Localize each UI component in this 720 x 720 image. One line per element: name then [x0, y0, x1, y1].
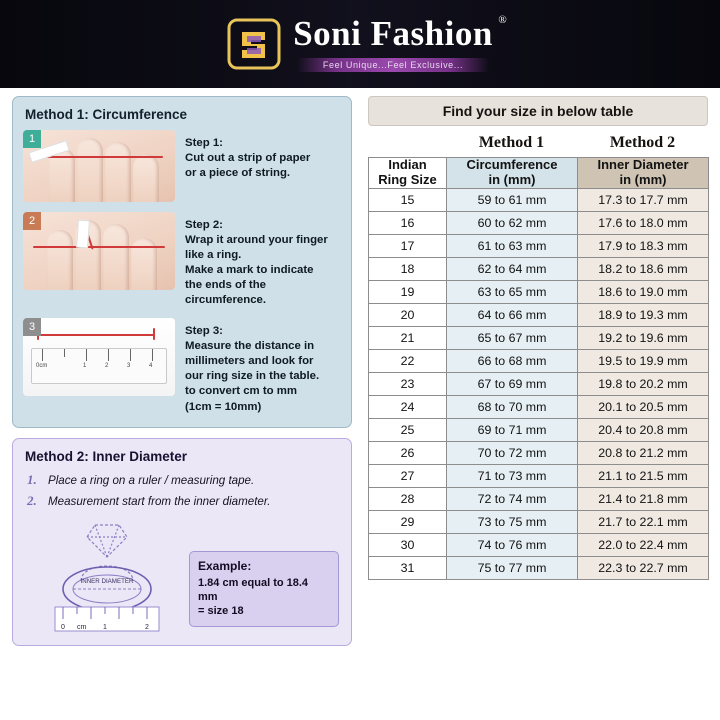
- cell-circumference: 59 to 61 mm: [447, 188, 578, 211]
- table-banner: Find your size in below table: [368, 96, 708, 126]
- example-title: Example:: [198, 558, 252, 573]
- cell-circumference: 67 to 69 mm: [447, 372, 578, 395]
- cell-indian-ring-size: 20: [369, 303, 447, 326]
- example-callout: [189, 551, 339, 627]
- inner-diameter-label: INNER DIAMETER: [80, 577, 134, 585]
- step-3-line-5: (1cm = 10mm): [185, 400, 262, 413]
- header-indian-line2: Ring Size: [378, 171, 437, 187]
- cell-indian-ring-size: 15: [369, 188, 447, 211]
- step-3-line-4: to convert cm to mm: [185, 385, 298, 398]
- ruler-measure-image: 0cm 1 2 3 4 3: [23, 318, 175, 396]
- hand-with-paper-strip-image: [23, 130, 175, 202]
- step-3-line-3: our ring size in the table.: [185, 370, 320, 383]
- method-1-step-3-text: [185, 318, 319, 414]
- method-1-step-1: [23, 130, 341, 202]
- cell-indian-ring-size: 27: [369, 464, 447, 487]
- cell-circumference: 66 to 68 mm: [447, 349, 578, 372]
- cell-circumference: 60 to 62 mm: [447, 211, 578, 234]
- step-3-line-2: millimeters and look for: [185, 355, 314, 368]
- cell-indian-ring-size: 29: [369, 510, 447, 533]
- cell-inner-diameter: 17.9 to 18.3 mm: [578, 234, 709, 257]
- method-column-labels: [368, 134, 708, 152]
- header-inner-diameter: [578, 158, 709, 189]
- table-row: [369, 372, 709, 395]
- guide-content: [0, 88, 720, 720]
- cell-circumference: 63 to 65 mm: [447, 280, 578, 303]
- step-1-heading: Step 1:: [185, 137, 223, 149]
- cell-inner-diameter: 19.2 to 19.6 mm: [578, 326, 709, 349]
- cell-indian-ring-size: 23: [369, 372, 447, 395]
- example-line-1: 1.84 cm equal to 18.4 mm: [198, 576, 309, 603]
- cell-inner-diameter: 18.2 to 18.6 mm: [578, 257, 709, 280]
- step-2-heading: Step 2:: [185, 219, 223, 231]
- cell-indian-ring-size: 19: [369, 280, 447, 303]
- method-2-column-label: Method 2: [609, 134, 676, 151]
- cell-indian-ring-size: 28: [369, 487, 447, 510]
- example-line-2: = size 18: [198, 605, 244, 618]
- brand-tagline: Feel Unique...Feel Exclusive...: [297, 58, 489, 72]
- cell-inner-diameter: 18.6 to 19.0 mm: [578, 280, 709, 303]
- header-circ-line2: in (mm): [488, 171, 536, 187]
- step-number-badge: 1: [23, 130, 41, 148]
- cell-indian-ring-size: 26: [369, 441, 447, 464]
- cell-inner-diameter: 22.0 to 22.4 mm: [578, 533, 709, 556]
- header-diam-line1: Inner Diameter: [597, 157, 689, 172]
- header-circ-line1: Circumference: [466, 157, 558, 172]
- cell-inner-diameter: 17.6 to 18.0 mm: [578, 211, 709, 234]
- method-1-column-label: Method 1: [478, 134, 545, 151]
- cell-circumference: 65 to 67 mm: [447, 326, 578, 349]
- svg-text:1: 1: [103, 623, 107, 631]
- table-row: [369, 349, 709, 372]
- table-row: [369, 510, 709, 533]
- cell-inner-diameter: 21.1 to 21.5 mm: [578, 464, 709, 487]
- header-indian-ring-size: [369, 158, 447, 189]
- cell-circumference: 73 to 75 mm: [447, 510, 578, 533]
- method-1-step-2: [23, 212, 341, 308]
- svg-text:2: 2: [145, 623, 149, 631]
- table-row: [369, 395, 709, 418]
- table-row: [369, 257, 709, 280]
- method-1-step-3: [23, 318, 341, 414]
- brand-title: Soni Fashion: [293, 14, 493, 54]
- method-1-step-1-text: [185, 130, 310, 202]
- cell-circumference: 72 to 74 mm: [447, 487, 578, 510]
- cell-inner-diameter: 20.4 to 20.8 mm: [578, 418, 709, 441]
- cell-indian-ring-size: 17: [369, 234, 447, 257]
- cell-circumference: 75 to 77 mm: [447, 556, 578, 579]
- cell-inner-diameter: 19.8 to 20.2 mm: [578, 372, 709, 395]
- soni-logo-icon: [227, 18, 281, 70]
- header-diam-line2: in (mm): [619, 171, 667, 187]
- header-circumference: [447, 158, 578, 189]
- method-1-title: Method 1: Circumference: [25, 107, 188, 122]
- cell-circumference: 68 to 70 mm: [447, 395, 578, 418]
- method-2-item-1-text: Place a ring on a ruler / measuring tape.: [48, 473, 255, 487]
- step-2-line-3: Make a mark to indicate: [185, 264, 314, 277]
- method-2-item-2-number: 2.: [27, 492, 37, 508]
- table-header-row: [369, 158, 709, 189]
- right-column: [368, 96, 708, 580]
- cell-circumference: 64 to 66 mm: [447, 303, 578, 326]
- table-row: [369, 464, 709, 487]
- header-indian-line1: Indian: [388, 157, 427, 172]
- cell-inner-diameter: 19.5 to 19.9 mm: [578, 349, 709, 372]
- method-1-step-2-text: [185, 212, 328, 308]
- step-1-line-2: or a piece of string.: [185, 167, 291, 180]
- cell-indian-ring-size: 21: [369, 326, 447, 349]
- table-row: [369, 280, 709, 303]
- method-2-panel: [12, 438, 352, 646]
- table-row: [369, 211, 709, 234]
- step-number-badge: 2: [23, 212, 41, 230]
- method-1-panel: [12, 96, 352, 428]
- method-2-title: Method 2: Inner Diameter: [25, 448, 188, 464]
- cell-inner-diameter: 17.3 to 17.7 mm: [578, 188, 709, 211]
- ring-size-table: [368, 157, 709, 580]
- brand-header: [0, 0, 720, 88]
- cell-circumference: 69 to 71 mm: [447, 418, 578, 441]
- cell-inner-diameter: 18.9 to 19.3 mm: [578, 303, 709, 326]
- cell-circumference: 71 to 73 mm: [447, 464, 578, 487]
- method-2-item-1-number: 1.: [27, 471, 37, 487]
- table-row: [369, 533, 709, 556]
- ring-inner-diameter-diagram: [37, 517, 177, 637]
- step-2-line-5: circumference.: [185, 294, 267, 307]
- table-row: [369, 418, 709, 441]
- method-2-item-2-text: Measurement start from the inner diameter.: [48, 494, 271, 508]
- brand-text-block: [293, 14, 507, 72]
- hand-wrapped-string-image: [23, 212, 175, 290]
- table-row: [369, 303, 709, 326]
- cell-indian-ring-size: 30: [369, 533, 447, 556]
- cell-indian-ring-size: 22: [369, 349, 447, 372]
- table-row: [369, 234, 709, 257]
- svg-text:cm: cm: [77, 623, 87, 631]
- cell-indian-ring-size: 16: [369, 211, 447, 234]
- cell-inner-diameter: 21.7 to 22.1 mm: [578, 510, 709, 533]
- cell-inner-diameter: 20.8 to 21.2 mm: [578, 441, 709, 464]
- table-row: [369, 188, 709, 211]
- brand-lockup: [227, 14, 507, 72]
- svg-text:0: 0: [61, 623, 65, 631]
- cell-inner-diameter: 20.1 to 20.5 mm: [578, 395, 709, 418]
- step-number-badge: 3: [23, 318, 41, 336]
- cell-indian-ring-size: 31: [369, 556, 447, 579]
- step-3-heading: Step 3:: [185, 325, 223, 338]
- table-row: [369, 487, 709, 510]
- cell-circumference: 62 to 64 mm: [447, 257, 578, 280]
- step-1-line-1: Cut out a strip of paper: [185, 152, 311, 165]
- left-column: [12, 96, 352, 646]
- cell-inner-diameter: 21.4 to 21.8 mm: [578, 487, 709, 510]
- step-3-line-1: Measure the distance in: [185, 340, 315, 353]
- step-2-line-1: Wrap it around your finger: [185, 234, 328, 247]
- method-2-item-1: [23, 472, 341, 488]
- step-2-line-4: the ends of the: [185, 279, 267, 292]
- registered-mark: ®: [498, 14, 507, 27]
- step-2-line-2: like a ring.: [185, 249, 242, 262]
- cell-inner-diameter: 22.3 to 22.7 mm: [578, 556, 709, 579]
- table-row: [369, 441, 709, 464]
- cell-indian-ring-size: 24: [369, 395, 447, 418]
- cell-indian-ring-size: 18: [369, 257, 447, 280]
- table-row: [369, 556, 709, 579]
- cell-circumference: 70 to 72 mm: [447, 441, 578, 464]
- cell-circumference: 61 to 63 mm: [447, 234, 578, 257]
- cell-circumference: 74 to 76 mm: [447, 533, 578, 556]
- cell-indian-ring-size: 25: [369, 418, 447, 441]
- table-row: [369, 326, 709, 349]
- method-2-item-2: [23, 493, 341, 509]
